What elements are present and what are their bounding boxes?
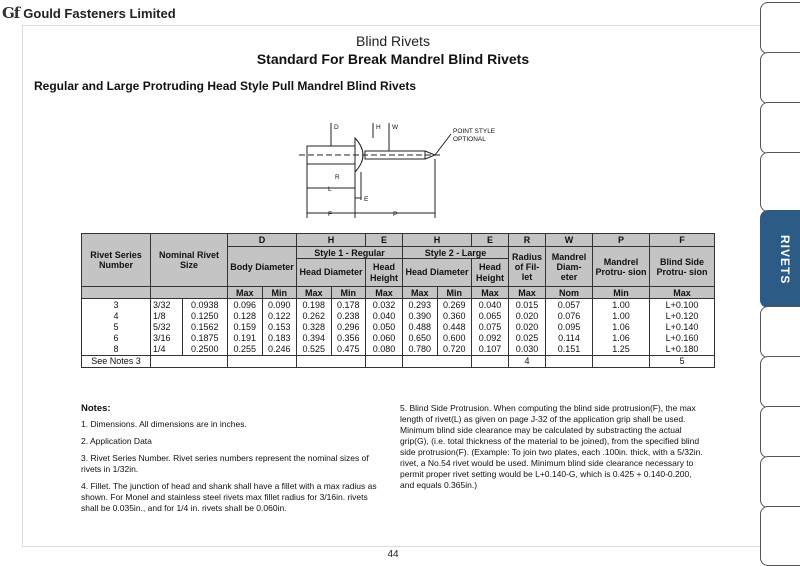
dim-label-r: R: [335, 174, 340, 181]
dim-label-p: P: [393, 211, 398, 218]
minmax-cell: Max: [366, 287, 403, 299]
header-mandrel-diameter: Mandrel Diam- eter: [546, 247, 593, 287]
letter-f: F: [650, 234, 715, 247]
header-body-diameter: Body Diameter: [228, 247, 297, 287]
footer-blank: [472, 356, 509, 368]
table-cell: 0.096: [228, 299, 263, 312]
table-cell: 0.015: [509, 299, 546, 312]
table-cell: 1/4: [151, 344, 183, 356]
table-cell: 0.525: [297, 344, 332, 356]
letter-d: D: [228, 234, 297, 247]
table-cell: 0.191: [228, 333, 263, 344]
table-cell: 1.25: [593, 344, 650, 356]
footer-blank: [593, 356, 650, 368]
notes-left: [81, 403, 381, 520]
table-cell: 0.040: [472, 299, 509, 312]
header-head-height-1: Head Height: [366, 259, 403, 287]
header-mandrel-protrusion: Mandrel Protru- sion: [593, 247, 650, 287]
point-optional-label: OPTIONAL: [453, 136, 486, 143]
dim-label-l: L: [328, 186, 332, 193]
letter-w: W: [546, 234, 593, 247]
notes-right: [400, 403, 706, 491]
table-cell: 0.080: [366, 344, 403, 356]
footer-blank: [366, 356, 403, 368]
company-logo: Gf: [2, 4, 20, 22]
footer-radius-note: 4: [509, 356, 546, 368]
table-cell: 3/16: [151, 333, 183, 344]
table-cell: 5: [82, 322, 151, 333]
table-cell: 0.269: [437, 299, 472, 312]
note-2: 2. Application Data: [81, 436, 152, 446]
table-cell: 0.032: [366, 299, 403, 312]
page-number: 44: [387, 549, 399, 560]
table-cell: 0.448: [437, 322, 472, 333]
table-cell: 0.183: [262, 333, 297, 344]
table-cell: L+0.100: [650, 299, 715, 312]
table-cell: 1.00: [593, 299, 650, 312]
table-cell: 0.1875: [182, 333, 228, 344]
table-cell: L+0.140: [650, 322, 715, 333]
table-cell: 0.238: [331, 311, 366, 322]
table-cell: 0.650: [403, 333, 438, 344]
table-cell: 0.720: [437, 344, 472, 356]
footer-blank: [228, 356, 297, 368]
table-cell: 0.128: [228, 311, 263, 322]
table-cell: 0.356: [331, 333, 366, 344]
letter-p: P: [593, 234, 650, 247]
header-radius: Radius of Fil- let: [509, 247, 546, 287]
table-cell: 0.076: [546, 311, 593, 322]
letter-h1: H: [297, 234, 366, 247]
table-cell: 0.475: [331, 344, 366, 356]
side-tab[interactable]: [760, 356, 800, 408]
table-cell: 0.122: [262, 311, 297, 322]
table-cell: 0.328: [297, 322, 332, 333]
table-cell: 1/8: [151, 311, 183, 322]
table-cell: 0.178: [331, 299, 366, 312]
dim-label-h: H: [376, 124, 381, 131]
table-row: [82, 344, 715, 356]
table-cell: 0.060: [366, 333, 403, 344]
table-cell: 0.090: [262, 299, 297, 312]
table-cell: 1.00: [593, 311, 650, 322]
table-cell: 0.390: [403, 311, 438, 322]
table-cell: 0.1562: [182, 322, 228, 333]
table-cell: 0.020: [509, 322, 546, 333]
table-cell: 0.780: [403, 344, 438, 356]
table-cell: 0.246: [262, 344, 297, 356]
note-5: 5. Blind Side Protrusion. When computing the blind side protrusion(F), the max length of rivet(L) as given on page J-32 of the application grip shall be used. Minimum blind side clearance may be calculated by substracting the actual grip(G), (i.e. total thickness of the material to be joined), from the specified blind side protrusion(F). (Example: To join two plates, each .100in. thick, with a 5/32in. rivet, a No.54 rivet would be used. Minimum blind side clearance necessary to permit proper rivet setting would be L+0.140-G, which is 0.425 + 0.140-0.200, and equals 0.365in.): [400, 403, 703, 490]
table-cell: 0.600: [437, 333, 472, 344]
minmax-cell: Max: [509, 287, 546, 299]
minmax-cell: Max: [228, 287, 263, 299]
note-3: 3. Rivet Series Number. Rivet series numbers represent the nominal sizes of rivets in 1/32in.: [81, 453, 369, 474]
header-head-diameter-2: Head Diameter: [403, 259, 472, 287]
table-cell: 0.025: [509, 333, 546, 344]
table-cell: 0.360: [437, 311, 472, 322]
minmax-cell: Min: [331, 287, 366, 299]
side-tab-rivets-label: RIVETS: [778, 235, 792, 285]
point-style-label: POINT STYLE: [453, 128, 496, 135]
letter-r: R: [509, 234, 546, 247]
rivet-spec-table: [81, 233, 715, 368]
table-cell: 1.06: [593, 322, 650, 333]
letter-e1: E: [366, 234, 403, 247]
table-cell: 0.153: [262, 322, 297, 333]
header-head-diameter-1: Head Diameter: [297, 259, 366, 287]
minmax-cell: Min: [437, 287, 472, 299]
dim-label-w: W: [392, 124, 399, 131]
footer-blank: [151, 356, 228, 368]
table-cell: 0.092: [472, 333, 509, 344]
dim-label-d: D: [334, 124, 339, 131]
header-blind-side: Blind Side Protru- sion: [650, 247, 715, 287]
table-cell: 0.020: [509, 311, 546, 322]
table-cell: 5/32: [151, 322, 183, 333]
company-name: Gould Fasteners Limited: [23, 5, 176, 21]
table-cell: L+0.120: [650, 311, 715, 322]
table-cell: 0.057: [546, 299, 593, 312]
table-cell: 0.293: [403, 299, 438, 312]
table-row: [82, 299, 715, 312]
table-cell: 1.06: [593, 333, 650, 344]
section-subtitle: Regular and Large Protruding Head Style Pull Mandrel Blind Rivets: [34, 79, 417, 93]
footer-blank: [297, 356, 366, 368]
page-title: Blind Rivets: [356, 33, 430, 49]
table-cell: 0.065: [472, 311, 509, 322]
table-cell: 0.159: [228, 322, 263, 333]
table-cell: 0.050: [366, 322, 403, 333]
table-cell: L+0.180: [650, 344, 715, 356]
header-style-2: Style 2 - Large: [403, 247, 509, 259]
table-cell: 0.1250: [182, 311, 228, 322]
side-tab[interactable]: [760, 52, 800, 104]
table-cell: 0.095: [546, 322, 593, 333]
side-tab[interactable]: [760, 406, 800, 458]
letter-h2: H: [403, 234, 472, 247]
table-cell: 6: [82, 333, 151, 344]
minmax-cell: Max: [650, 287, 715, 299]
letter-e2: E: [472, 234, 509, 247]
minmax-cell: Max: [472, 287, 509, 299]
table-row: [82, 333, 715, 344]
minmax-cell: Min: [262, 287, 297, 299]
side-tab[interactable]: [760, 456, 800, 508]
minmax-cell: Max: [297, 287, 332, 299]
dim-label-e: E: [364, 196, 369, 203]
footer-series-note: See Notes 3: [82, 356, 151, 368]
table-cell: 0.255: [228, 344, 263, 356]
table-cell: 0.2500: [182, 344, 228, 356]
table-cell: 0.198: [297, 299, 332, 312]
table-cell: 0.0938: [182, 299, 228, 312]
table-cell: 0.075: [472, 322, 509, 333]
minmax-blank-2: [151, 287, 228, 299]
footer-blank: [546, 356, 593, 368]
rivet-diagram: [295, 118, 505, 223]
table-cell: 0.296: [331, 322, 366, 333]
table-cell: 4: [82, 311, 151, 322]
note-1: 1. Dimensions. All dimensions are in inches.: [81, 419, 247, 429]
table-cell: 0.030: [509, 344, 546, 356]
table-cell: 0.040: [366, 311, 403, 322]
table-cell: 0.114: [546, 333, 593, 344]
table-row: [82, 322, 715, 333]
table-cell: L+0.160: [650, 333, 715, 344]
minmax-cell: Nom: [546, 287, 593, 299]
table-cell: 0.107: [472, 344, 509, 356]
minmax-cell: Min: [593, 287, 650, 299]
side-tab[interactable]: [760, 306, 800, 358]
side-tab[interactable]: [760, 506, 800, 566]
table-cell: 0.262: [297, 311, 332, 322]
table-cell: 3/32: [151, 299, 183, 312]
table-cell: 3: [82, 299, 151, 312]
note-4: 4. Fillet. The junction of head and shank shall have a fillet with a max radius as shown. For Monel and stainless steel rivets max fillet radius for 3/16in. rivets shall be 0.035in., and for 1/4 in. rivets shall be 0.060in.: [81, 481, 377, 513]
table-cell: 0.488: [403, 322, 438, 333]
footer-blind-note: 5: [650, 356, 715, 368]
table-cell: 0.151: [546, 344, 593, 356]
table-footer-row: [82, 356, 715, 368]
header-series: Rivet Series Number: [82, 234, 151, 287]
side-tab[interactable]: [760, 102, 800, 154]
side-tab[interactable]: [760, 2, 800, 54]
table-cell: 8: [82, 344, 151, 356]
header-style-1: Style 1 - Regular: [297, 247, 403, 259]
header-head-height-2: Head Height: [472, 259, 509, 287]
side-tab[interactable]: [760, 152, 800, 212]
minmax-cell: Max: [403, 287, 438, 299]
table-row: [82, 311, 715, 322]
header-nominal: Nominal Rivet Size: [151, 234, 228, 287]
minmax-blank-1: [82, 287, 151, 299]
company-header: [0, 0, 176, 26]
dim-label-f: F: [328, 211, 332, 218]
notes-title: Notes:: [81, 403, 111, 414]
page-heading: Standard For Break Mandrel Blind Rivets: [256, 51, 530, 67]
footer-blank: [403, 356, 472, 368]
table-cell: 0.394: [297, 333, 332, 344]
